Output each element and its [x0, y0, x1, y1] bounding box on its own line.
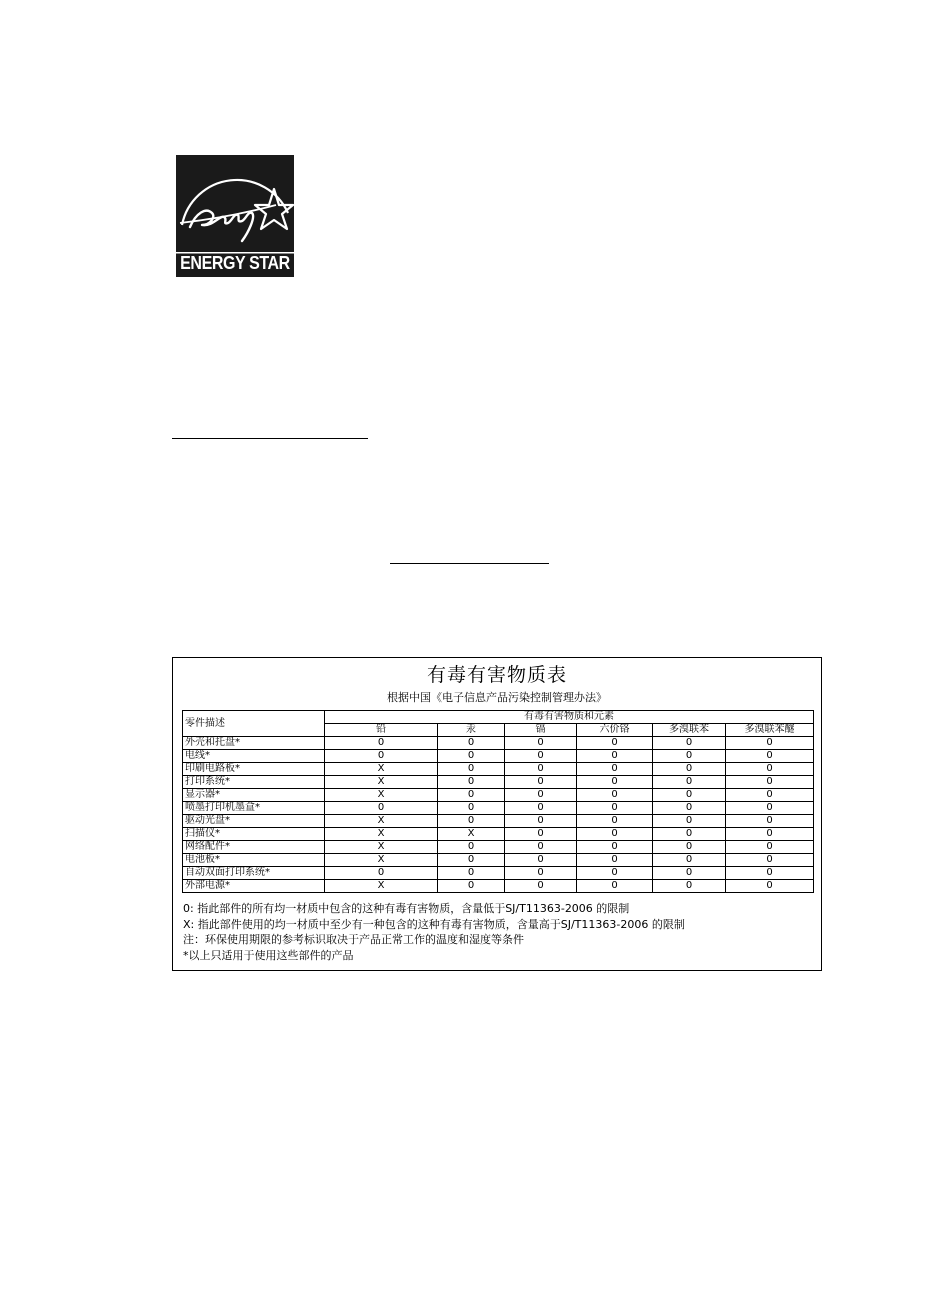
table-row	[183, 776, 814, 789]
panel-title: 有毒有害物质表	[426, 664, 567, 686]
substance-value: 0	[577, 880, 653, 893]
table-row	[183, 867, 814, 880]
substance-value: 0	[505, 815, 577, 828]
substance-value: 0	[505, 750, 577, 763]
substance-header: 六价铬	[577, 724, 653, 737]
table-row	[183, 815, 814, 828]
substance-value: X	[325, 828, 438, 841]
table-row	[183, 750, 814, 763]
substance-value: 0	[505, 776, 577, 789]
substance-value: 0	[653, 854, 726, 867]
substance-value: 0	[577, 828, 653, 841]
substance-value: 0	[726, 763, 814, 776]
substance-value: 0	[505, 841, 577, 854]
part-name: 印刷电路板*	[183, 763, 325, 776]
substance-value: 0	[726, 789, 814, 802]
substance-value: 0	[726, 841, 814, 854]
substance-value: 0	[438, 789, 505, 802]
substance-value: 0	[653, 880, 726, 893]
substance-value: 0	[577, 750, 653, 763]
substance-value: 0	[726, 854, 814, 867]
substance-value: 0	[726, 828, 814, 841]
substance-value: 0	[653, 815, 726, 828]
substance-header: 镉	[505, 724, 577, 737]
substance-value: X	[438, 828, 505, 841]
note-line: *以上只适用于使用这些部件的产品	[183, 948, 354, 962]
part-name: 驱动光盘*	[183, 815, 325, 828]
substance-header: 多溴联苯	[653, 724, 726, 737]
substance-value: 0	[726, 867, 814, 880]
underline-rule	[390, 563, 549, 564]
part-name: 外壳和托盘*	[183, 737, 325, 750]
substance-value: 0	[505, 880, 577, 893]
substance-value: 0	[325, 867, 438, 880]
substance-value: 0	[653, 763, 726, 776]
substance-value: 0	[577, 737, 653, 750]
substance-value: 0	[438, 854, 505, 867]
substance-value: 0	[505, 867, 577, 880]
substance-value: 0	[726, 880, 814, 893]
substance-value: 0	[726, 802, 814, 815]
substance-value: 0	[438, 750, 505, 763]
substance-value: 0	[505, 854, 577, 867]
part-name: 喷墨打印机墨盒*	[183, 802, 325, 815]
substance-value: 0	[653, 802, 726, 815]
part-column-header: 零件描述	[183, 711, 325, 737]
table-row	[183, 802, 814, 815]
table-header-row	[183, 711, 814, 724]
part-name: 打印系统*	[183, 776, 325, 789]
table-row	[183, 828, 814, 841]
note-line: 0: 指此部件的所有均一材质中包含的这种有毒有害物质，含量低于SJ/T11363-2006 的限制	[183, 902, 630, 915]
substance-value: 0	[325, 737, 438, 750]
substance-value: 0	[438, 867, 505, 880]
substance-value: 0	[505, 802, 577, 815]
substance-header: 汞	[438, 724, 505, 737]
substance-value: 0	[726, 737, 814, 750]
substance-value: 0	[577, 789, 653, 802]
energy-star-wordmark: ENERGY STAR	[180, 253, 290, 274]
substance-value: X	[325, 789, 438, 802]
part-name: 电池板*	[183, 854, 325, 867]
part-name: 电线*	[183, 750, 325, 763]
part-name: 扫描仪*	[183, 828, 325, 841]
panel-subtitle: 根据中国《电子信息产品污染控制管理办法》	[387, 691, 607, 704]
substance-value: 0	[653, 737, 726, 750]
substance-value: 0	[577, 841, 653, 854]
substance-value: 0	[653, 841, 726, 854]
substance-value: 0	[577, 815, 653, 828]
substance-value: X	[325, 880, 438, 893]
table-row	[183, 854, 814, 867]
substance-value: 0	[505, 737, 577, 750]
substance-value: 0	[577, 854, 653, 867]
note-line: X: 指此部件使用的均一材质中至少有一种包含的这种有毒有害物质，含量高于SJ/T11363-2006 的限制	[183, 917, 685, 931]
substance-value: 0	[438, 763, 505, 776]
substance-value: 0	[577, 867, 653, 880]
substance-value: 0	[438, 815, 505, 828]
substance-value: 0	[505, 789, 577, 802]
substance-value: 0	[577, 802, 653, 815]
table-row	[183, 737, 814, 750]
substance-value: X	[325, 815, 438, 828]
energy-star-logo	[176, 155, 294, 277]
substances-group-header: 有毒有害物质和元素	[325, 711, 814, 724]
substance-value: 0	[505, 763, 577, 776]
substance-header: 铅	[325, 724, 438, 737]
part-name: 显示器*	[183, 789, 325, 802]
substance-value: X	[325, 763, 438, 776]
substance-value: 0	[653, 867, 726, 880]
substance-value: 0	[325, 750, 438, 763]
substance-value: 0	[438, 802, 505, 815]
part-name: 外部电源*	[183, 880, 325, 893]
hazardous-substances-panel	[172, 657, 822, 971]
substance-value: 0	[653, 789, 726, 802]
substance-value: 0	[325, 802, 438, 815]
part-name: 自动双面打印系统*	[183, 867, 325, 880]
substance-value: 0	[726, 815, 814, 828]
substance-value: 0	[438, 737, 505, 750]
table-row	[183, 841, 814, 854]
substance-header: 多溴联苯醚	[726, 724, 814, 737]
substance-value: 0	[653, 776, 726, 789]
substance-value: 0	[653, 750, 726, 763]
substance-value: 0	[577, 776, 653, 789]
substance-value: 0	[726, 750, 814, 763]
table-row	[183, 789, 814, 802]
substance-value: 0	[438, 880, 505, 893]
part-name: 网络配件*	[183, 841, 325, 854]
substance-value: 0	[726, 776, 814, 789]
table-notes	[183, 901, 811, 963]
substance-value: 0	[438, 841, 505, 854]
hazardous-substances-table	[182, 710, 814, 893]
table-row	[183, 880, 814, 893]
substance-value: X	[325, 841, 438, 854]
table-row	[183, 763, 814, 776]
note-line: 注：环保使用期限的参考标识取决于产品正常工作的温度和湿度等条件	[183, 933, 524, 947]
substance-value: 0	[505, 828, 577, 841]
substance-value: 0	[577, 763, 653, 776]
underline-rule	[172, 438, 368, 439]
substance-value: X	[325, 776, 438, 789]
substance-value: 0	[438, 776, 505, 789]
substance-value: 0	[653, 828, 726, 841]
substance-value: X	[325, 854, 438, 867]
